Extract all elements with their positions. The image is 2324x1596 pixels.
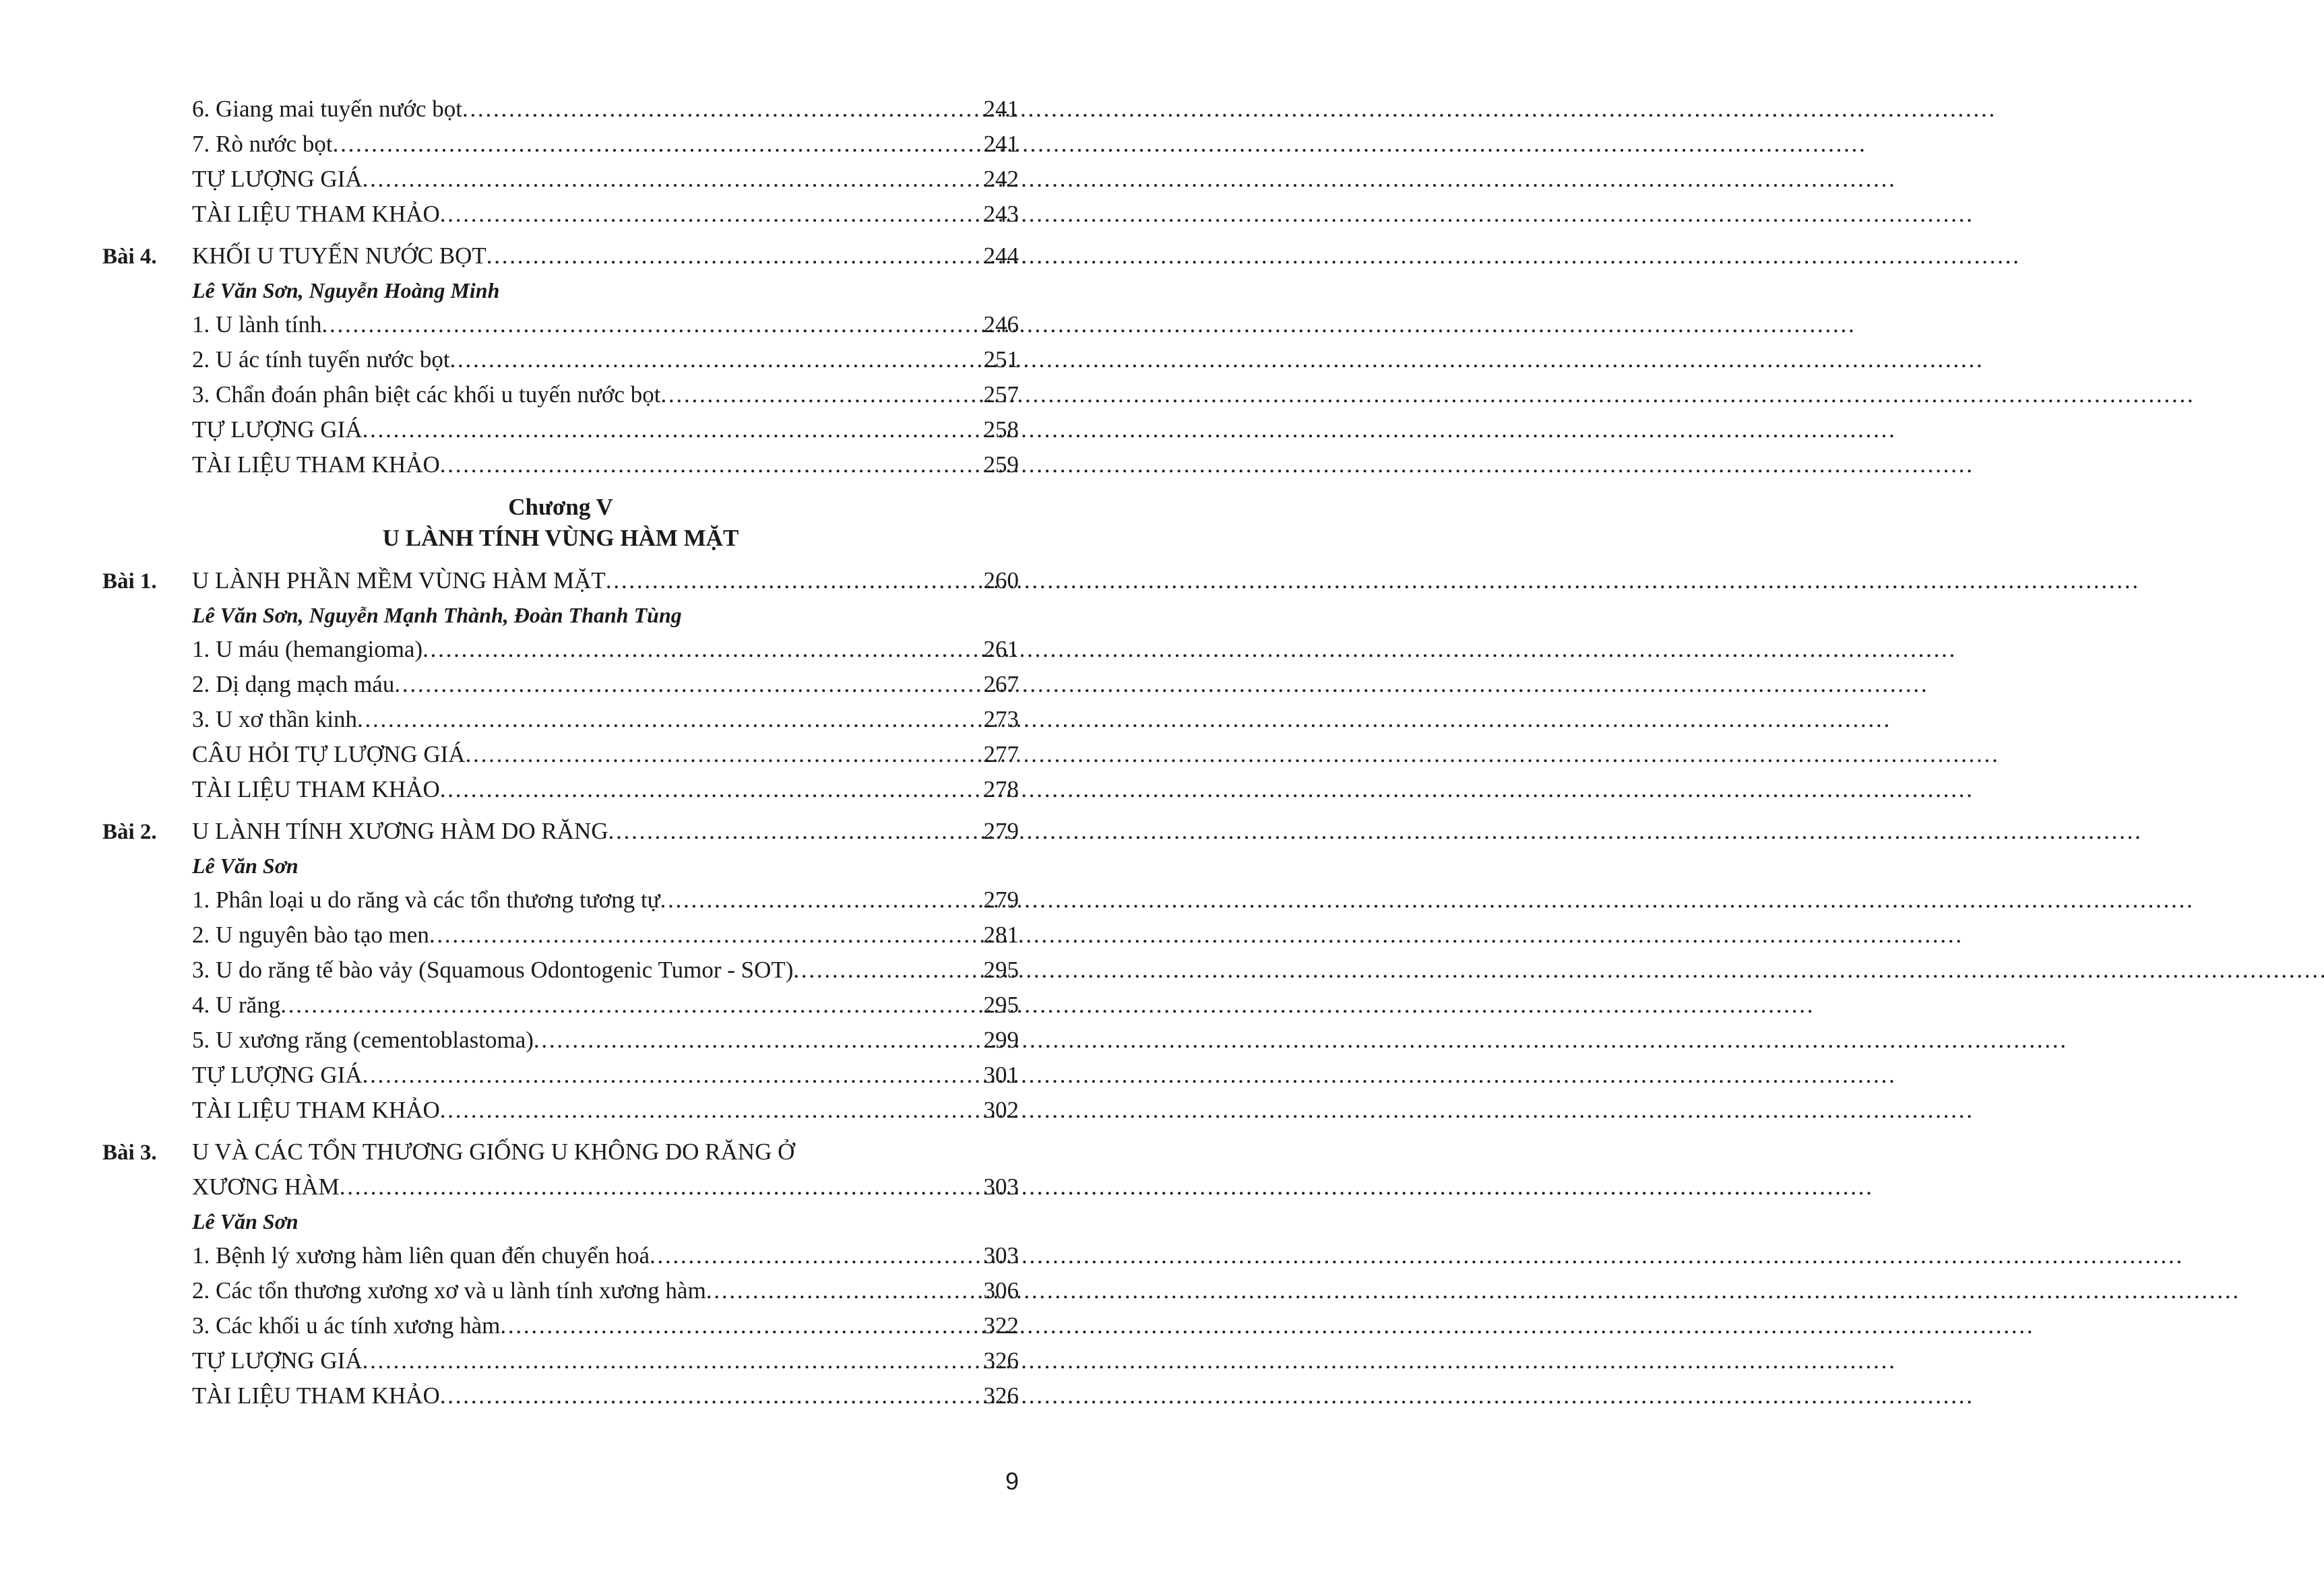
toc-entry-title: 3. U xơ thần kinh bbox=[192, 706, 358, 732]
lesson-page: 303 bbox=[983, 1174, 1019, 1200]
toc-entry-page: 241 bbox=[983, 131, 1019, 157]
lesson-number: Bài 2. bbox=[102, 820, 157, 844]
lesson-number: Bài 1. bbox=[102, 569, 157, 594]
dot-leader bbox=[321, 307, 979, 342]
toc-entry-title: 2. U ác tính tuyến nước bọt bbox=[192, 346, 450, 373]
lesson-page: 260 bbox=[983, 567, 1019, 594]
toc-entry bbox=[102, 127, 1019, 162]
toc-entry-page: 326 bbox=[983, 1382, 1019, 1409]
toc-entry bbox=[102, 1238, 1019, 1273]
dot-leader bbox=[793, 953, 979, 988]
toc-entry-title: 1. U máu (hemangioma) bbox=[192, 636, 423, 662]
toc-entry-title: 4. U răng bbox=[192, 992, 281, 1018]
toc-entry bbox=[102, 412, 1019, 447]
toc-entry-title: TỰ LƯỢNG GIÁ bbox=[192, 1062, 363, 1088]
toc-entry-title: TÀI LIỆU THAM KHẢO bbox=[192, 1382, 440, 1409]
toc-entry-page: 301 bbox=[983, 1062, 1019, 1088]
lesson-heading bbox=[102, 1135, 1019, 1170]
toc-entry bbox=[102, 667, 1019, 702]
lesson-title-line-1: U VÀ CÁC TỔN THƯƠNG GIỐNG U KHÔNG DO RĂNG Ở bbox=[192, 1139, 795, 1165]
toc-entry-page: 257 bbox=[983, 381, 1019, 408]
lesson-heading bbox=[102, 814, 1019, 849]
table-of-contents bbox=[102, 92, 1019, 1413]
lesson-title: U LÀNH TÍNH XƯƠNG HÀM DO RĂNG bbox=[192, 818, 608, 844]
dot-leader bbox=[363, 412, 980, 447]
dot-leader bbox=[650, 1238, 980, 1273]
toc-entry-page: 302 bbox=[983, 1097, 1019, 1123]
toc-entry-title: 1. Phân loại u do răng và các tổn thương tương tự bbox=[192, 887, 660, 913]
toc-entry-title: 1. U lành tính bbox=[192, 311, 322, 338]
toc-entry-title: TỰ LƯỢNG GIÁ bbox=[192, 1347, 363, 1374]
lesson-authors: Lê Văn Sơn, Nguyễn Hoàng Minh bbox=[192, 278, 500, 302]
toc-entry-title: TỰ LƯỢNG GIÁ bbox=[192, 416, 363, 443]
toc-entry bbox=[102, 377, 1019, 412]
lesson-heading-continued bbox=[102, 1170, 1019, 1205]
dot-leader bbox=[500, 1308, 979, 1343]
dot-leader bbox=[280, 988, 979, 1023]
toc-entry bbox=[102, 307, 1019, 342]
toc-entry-title: 3. U do răng tế bào vảy (Squamous Odontogenic Tumor - SOT) bbox=[192, 957, 794, 983]
toc-entry bbox=[102, 632, 1019, 667]
toc-entry-page: 273 bbox=[983, 706, 1019, 732]
dot-leader bbox=[706, 1273, 980, 1308]
page-number: 9 bbox=[1005, 1467, 1019, 1495]
toc-entry-title: 3. Chẩn đoán phân biệt các khối u tuyến nước bọt bbox=[192, 381, 661, 408]
toc-entry bbox=[102, 918, 1019, 953]
document-page bbox=[0, 0, 1123, 1596]
dot-leader bbox=[422, 632, 979, 667]
toc-entry-page: 267 bbox=[983, 671, 1019, 697]
toc-entry-page: 242 bbox=[983, 166, 1019, 192]
toc-entry-page: 259 bbox=[983, 451, 1019, 478]
toc-entry bbox=[102, 883, 1019, 918]
toc-entry-page: 281 bbox=[983, 922, 1019, 948]
dot-leader bbox=[357, 702, 979, 737]
toc-entry bbox=[102, 953, 1019, 988]
toc-entry bbox=[102, 1308, 1019, 1343]
lesson-title: KHỐI U TUYẾN NƯỚC BỌT bbox=[192, 243, 486, 269]
toc-entry-title: TÀI LIỆU THAM KHẢO bbox=[192, 201, 440, 227]
toc-entry-page: 243 bbox=[983, 201, 1019, 227]
toc-entry-page: 299 bbox=[983, 1027, 1019, 1053]
dot-leader bbox=[462, 92, 979, 127]
toc-entry-page: 295 bbox=[983, 957, 1019, 983]
dot-leader bbox=[429, 918, 980, 953]
dot-leader bbox=[440, 772, 980, 807]
toc-entry-title: TÀI LIỆU THAM KHẢO bbox=[192, 451, 440, 478]
toc-entry bbox=[102, 342, 1019, 377]
dot-leader bbox=[363, 1343, 980, 1378]
toc-entry-title: 7. Rò nước bọt bbox=[192, 131, 333, 157]
dot-leader bbox=[660, 883, 980, 918]
lesson-authors: Lê Văn Sơn bbox=[192, 1209, 299, 1234]
dot-leader bbox=[340, 1170, 980, 1205]
toc-entry-page: 241 bbox=[983, 96, 1019, 122]
toc-entry bbox=[102, 988, 1019, 1023]
toc-entry-page: 261 bbox=[983, 636, 1019, 662]
toc-entry bbox=[102, 92, 1019, 127]
toc-entry-title: 1. Bệnh lý xương hàm liên quan đến chuyển hoá bbox=[192, 1242, 650, 1269]
toc-entry bbox=[102, 772, 1019, 807]
toc-entry-title: TỰ LƯỢNG GIÁ bbox=[192, 166, 363, 192]
lesson-page: 279 bbox=[983, 818, 1019, 844]
toc-entry-title: 5. U xương răng (cementoblastoma) bbox=[192, 1027, 534, 1053]
lesson-heading bbox=[102, 563, 1019, 598]
toc-entry bbox=[102, 737, 1019, 772]
lesson-number: Bài 4. bbox=[102, 245, 157, 269]
dot-leader bbox=[440, 447, 980, 482]
toc-entry-title: TÀI LIỆU THAM KHẢO bbox=[192, 1097, 440, 1123]
lesson-authors: Lê Văn Sơn, Nguyễn Mạnh Thành, Đoàn Thanh Tùng bbox=[192, 603, 682, 627]
dot-leader bbox=[608, 814, 980, 849]
toc-entry-title: 3. Các khối u ác tính xương hàm bbox=[192, 1312, 501, 1339]
dot-leader bbox=[440, 1378, 980, 1413]
toc-entry-page: 258 bbox=[983, 416, 1019, 443]
chapter-heading bbox=[102, 492, 1019, 554]
lesson-authors: Lê Văn Sơn bbox=[192, 854, 299, 878]
lesson-title: U LÀNH PHẦN MỀM VÙNG HÀM MẶT bbox=[192, 567, 606, 594]
toc-entry bbox=[102, 1093, 1019, 1128]
toc-entry bbox=[102, 197, 1019, 232]
toc-entry-page: 303 bbox=[983, 1242, 1019, 1269]
dot-leader bbox=[440, 1093, 980, 1128]
dot-leader bbox=[486, 238, 980, 274]
dot-leader bbox=[661, 377, 980, 412]
toc-entry bbox=[102, 1343, 1019, 1378]
toc-entry-page: 278 bbox=[983, 776, 1019, 802]
toc-entry bbox=[102, 1023, 1019, 1058]
toc-entry bbox=[102, 1058, 1019, 1093]
chapter-label: Chương V bbox=[508, 494, 613, 520]
dot-leader bbox=[606, 563, 980, 598]
toc-entry-page: 251 bbox=[983, 346, 1019, 373]
toc-entry-page: 277 bbox=[983, 741, 1019, 767]
toc-entry-title: 2. U nguyên bào tạo men bbox=[192, 922, 429, 948]
lesson-number: Bài 3. bbox=[102, 1141, 157, 1165]
toc-entry bbox=[102, 1378, 1019, 1413]
toc-entry bbox=[102, 1273, 1019, 1308]
toc-entry-title: 6. Giang mai tuyến nước bọt bbox=[192, 96, 463, 122]
lesson-page: 244 bbox=[983, 243, 1019, 269]
toc-entry-page: 279 bbox=[983, 887, 1019, 913]
dot-leader bbox=[534, 1023, 980, 1058]
toc-entry-title: 2. Các tổn thương xương xơ và u lành tính xương hàm bbox=[192, 1277, 706, 1304]
dot-leader bbox=[363, 1058, 980, 1093]
toc-entry bbox=[102, 702, 1019, 737]
dot-leader bbox=[394, 667, 979, 702]
lesson-title-line-2: XƯƠNG HÀM bbox=[192, 1174, 340, 1200]
toc-entry-title: CÂU HỎI TỰ LƯỢNG GIÁ bbox=[192, 741, 466, 767]
dot-leader bbox=[363, 162, 980, 197]
toc-entry-title: 2. Dị dạng mạch máu bbox=[192, 671, 395, 697]
dot-leader bbox=[333, 127, 980, 162]
toc-entry bbox=[102, 447, 1019, 482]
toc-entry-page: 306 bbox=[983, 1277, 1019, 1304]
toc-entry-page: 326 bbox=[983, 1347, 1019, 1374]
toc-entry-page: 295 bbox=[983, 992, 1019, 1018]
toc-entry bbox=[102, 162, 1019, 197]
dot-leader bbox=[450, 342, 980, 377]
toc-entry-page: 322 bbox=[983, 1312, 1019, 1339]
dot-leader bbox=[440, 197, 980, 232]
toc-entry-title: TÀI LIỆU THAM KHẢO bbox=[192, 776, 440, 802]
lesson-heading bbox=[102, 238, 1019, 274]
dot-leader bbox=[466, 737, 980, 772]
chapter-title: U LÀNH TÍNH VÙNG HÀM MẶT bbox=[382, 525, 739, 551]
toc-entry-page: 246 bbox=[983, 311, 1019, 338]
